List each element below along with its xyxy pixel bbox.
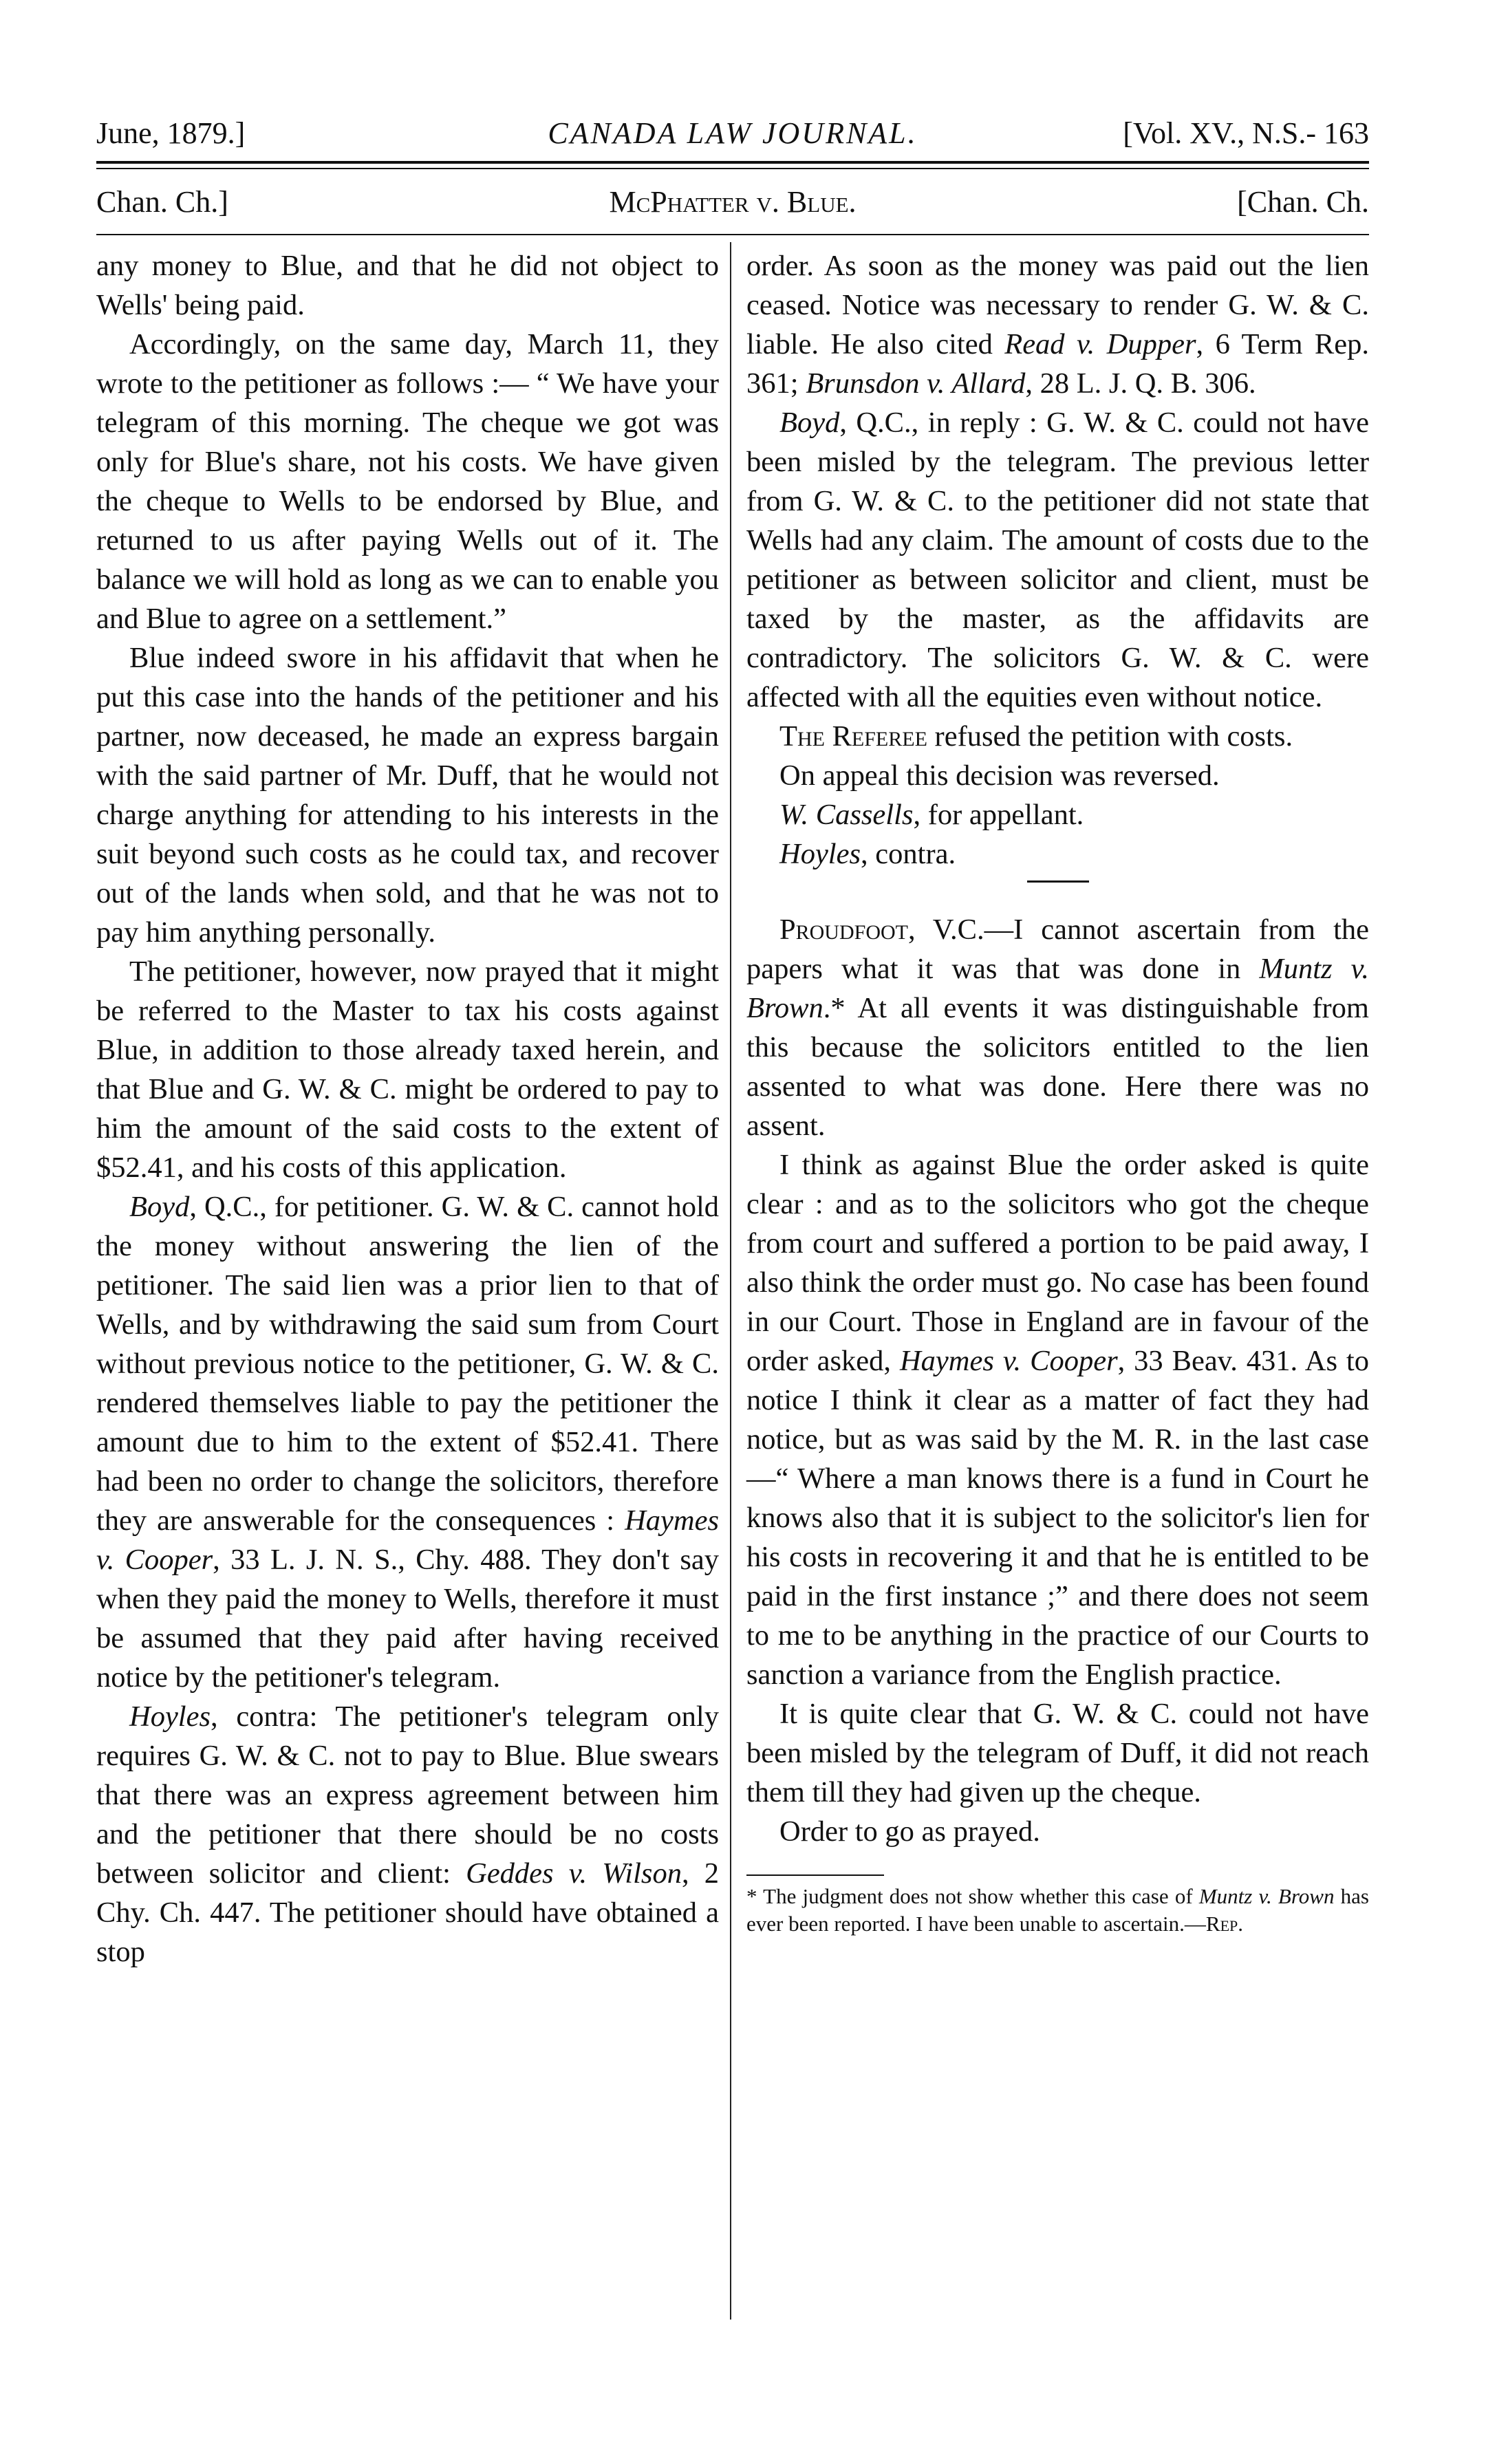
right-column	[746, 246, 1369, 1938]
court-label-right: [Chan. Ch.	[1237, 185, 1369, 219]
volume-page-number: [Vol. XV., N.S.- 163	[1123, 116, 1369, 150]
column-divider	[730, 242, 731, 2320]
counsel-name: W. Cassells	[779, 799, 914, 831]
paragraph: Order to go as prayed.	[779, 1815, 1040, 1848]
counsel-name: Boyd	[129, 1191, 190, 1223]
case-header	[96, 184, 1369, 223]
paragraph: Hoyles, contra: The petitioner's telegram only requires G. W. & C. not to pay to Blue. Blue swears that there was an express agreement between him and the petitioner that there should be no costs between solicitor and client: Geddes v. Wilson, 2 Chy. Ch. 447. The petitioner should have obtained a stop	[96, 1700, 720, 1968]
journal-title: CANADA LAW JOURNAL.	[548, 116, 918, 150]
paragraph: On appeal this decision was reversed.	[779, 759, 1220, 792]
left-column	[96, 246, 719, 1971]
paragraph: Proudfoot, V.C.—I cannot ascertain from the papers what it was that was done in Muntz v. Brown.* At all events it was distinguishable from this because the solicitors entitled to the lien assented to what was done. Here there was no assent.	[746, 914, 1369, 1142]
paragraph: order. As soon as the money was paid out the lien ceased. Notice was necessary to render G. W. & C. liable. He also cited Read v. Dupper, 6 Term Rep. 361; Brunsdon v. Allard, 28 L. J. Q. B. 306.	[746, 250, 1369, 400]
paragraph: The Referee refused the petition with costs.	[779, 720, 1293, 753]
paragraph: Accordingly, on the same day, March 11, they wrote to the petitioner as follows :— “ We have your telegram of this morning. The cheque we got was only for Blue's share, not his costs. We have given the cheque to Wells to be endorsed by Blue, and returned to us after paying Wells out of it. The balance we will hold as long as we can to enable you and Blue to agree on a settlement.”	[96, 328, 719, 635]
case-header-rule	[96, 234, 1369, 235]
case-citation: Brunsdon v. Allard	[806, 367, 1026, 400]
case-title: McPhatter v. Blue.	[609, 185, 857, 219]
paragraph: Blue indeed swore in his affidavit that when he put this case into the hands of the petitioner and his partner, now deceased, he made an express bargain with the said partner of Mr. Duff, that he would not charge anything for attending to his interests in the suit beyond such costs as he could tax, and recover out of the lands when sold, and that he was not to pay him anything personally.	[96, 642, 719, 949]
case-citation: Muntz v. Brown	[1198, 1884, 1335, 1908]
paragraph: Boyd, Q.C., for petitioner. G. W. & C. cannot hold the money without answering the lien of the petitioner. The said lien was a prior lien to that of Wells, and by withdrawing the said sum from Court without previous notice to the petitioner, G. W. & C. rendered themselves liable to pay the petitioner the amount due to him to the extent of $52.41. There had been no order to change the solicitors, therefore they are answerable for the consequences : Haymes v. Cooper, 33 L. J. N. S., Chy. 488. They don't say when they paid the money to Wells, therefore it must be assumed that they paid after having received notice by the petitioner's telegram.	[96, 1191, 720, 1694]
case-citation: Muntz v. Brown	[746, 953, 1369, 1024]
case-citation: Read v. Dupper	[1004, 328, 1196, 360]
footnote-rule	[746, 1874, 884, 1876]
paragraph: Hoyles, contra.	[779, 838, 956, 870]
header-rule-top	[96, 161, 1369, 164]
section-separator	[1027, 880, 1089, 883]
case-citation: Haymes v. Cooper	[899, 1345, 1118, 1377]
paragraph: I think as against Blue the order asked is quite clear : and as to the solicitors who got the cheque from court and suffered a portion to be paid away, I also think the order must go. No case has been found in our Court. Those in England are in favour of the order asked, Haymes v. Cooper, 33 Beav. 431. As to notice I think it clear as a matter of fact they had notice, but as was said by the M. R. in the last case—“ Where a man knows there is a fund in Court he knows also that it is subject to the solicitor's lien for his costs in recovering it and that he is entitled to be paid in the first instance ;” and there does not seem to me to be anything in the practice of our Courts to sanction a variance from the English practice.	[746, 1149, 1369, 1691]
paragraph: any money to Blue, and that he did not object to Wells' being paid.	[96, 250, 719, 321]
court-label-left: Chan. Ch.]	[96, 185, 228, 219]
running-header	[96, 116, 1369, 154]
referee-label: The Referee	[779, 720, 927, 753]
case-citation: Haymes v. Cooper	[96, 1504, 719, 1576]
case-citation: Geddes v. Wilson	[466, 1857, 682, 1890]
paragraph: The petitioner, however, now prayed that it might be referred to the Master to tax his costs against Blue, in addition to those already taxed herein, and that Blue and G. W. & C. might be ordered to pay to him the amount of the said costs to the extent of $52.41, and his costs of this application.	[96, 955, 719, 1184]
footnote: * The judgment does not show whether this case of Muntz v. Brown has ever been reported. I have been unable to ascertain.—Rep.	[746, 1884, 1369, 1936]
header-rule-bottom	[96, 168, 1369, 169]
reporter-mark: Rep.	[1205, 1912, 1244, 1936]
paragraph: W. Cassells, for appellant.	[779, 799, 1084, 831]
issue-date: June, 1879.]	[96, 116, 246, 150]
paragraph: It is quite clear that G. W. & C. could not have been misled by the telegram of Duff, it did not reach them till they had given up the cheque.	[746, 1698, 1369, 1808]
counsel-name: Boyd	[779, 407, 840, 439]
paragraph: Boyd, Q.C., in reply : G. W. & C. could not have been misled by the telegram. The previous letter from G. W. & C. to the petitioner did not state that Wells had any claim. The amount of costs due to the petitioner as between solicitor and client, must be taxed by the master, as the affidavits are contradictory. The solicitors G. W. & C. were affected with all the equities even without notice.	[746, 407, 1369, 713]
counsel-name: Hoyles	[129, 1700, 211, 1733]
counsel-name: Hoyles	[779, 838, 861, 870]
judge-name: Proudfoot, V.C.	[779, 914, 984, 946]
